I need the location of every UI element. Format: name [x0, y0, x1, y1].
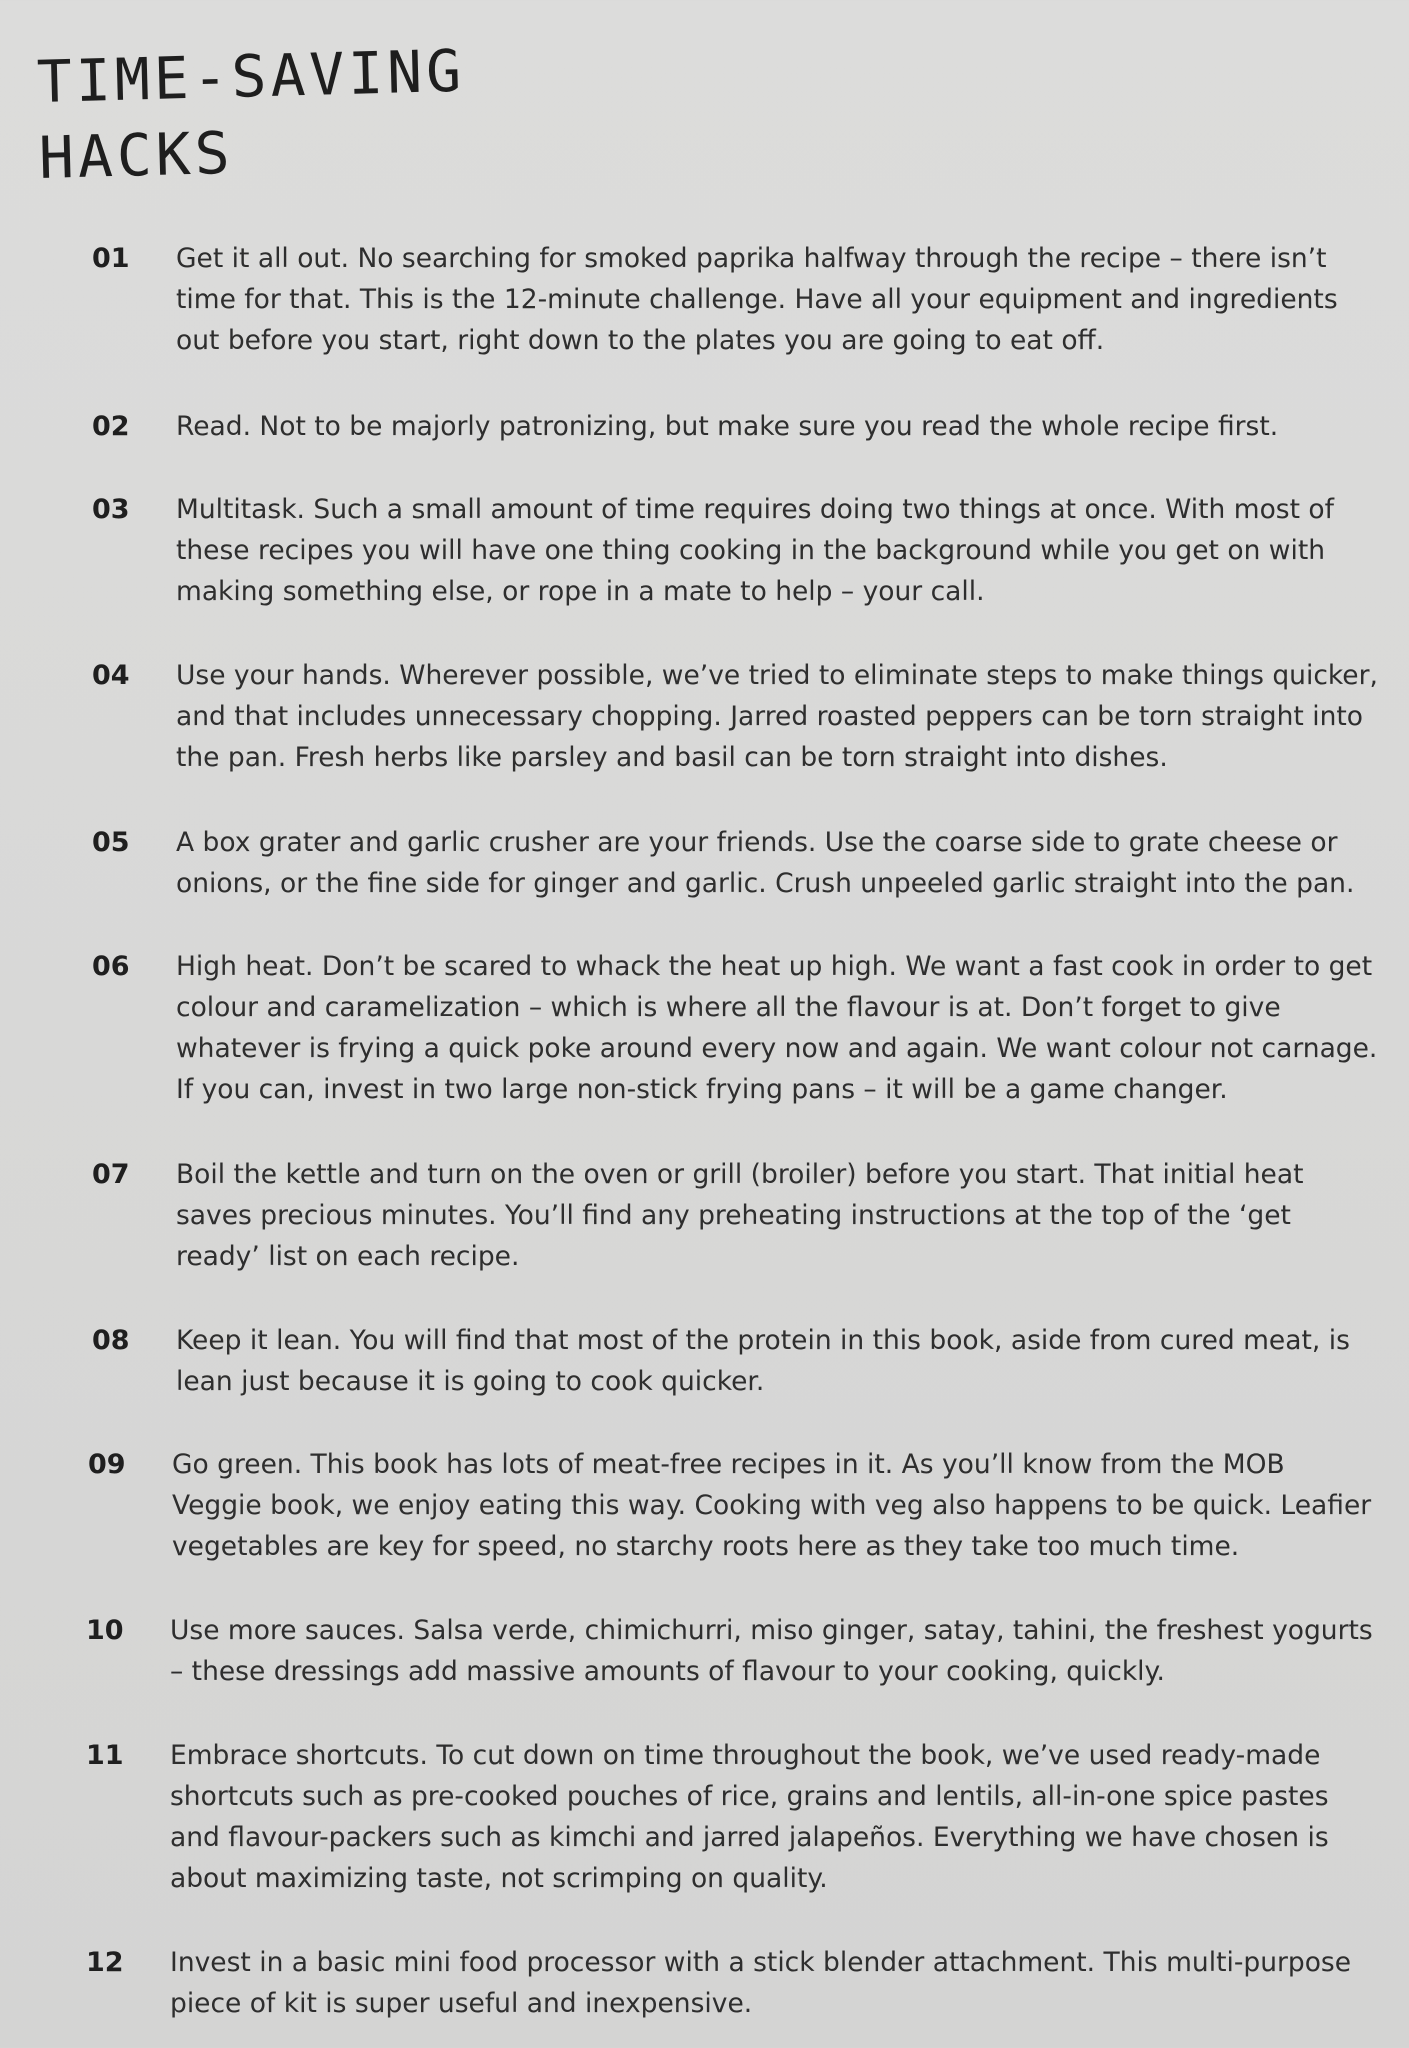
- hack-text: Read. Not to be majorly patronizing, but make sure you read the whole recipe first.: [176, 411, 1279, 442]
- hack-item-10: [86, 1610, 1406, 1692]
- hack-text: Invest in a basic mini food processor with a stick blender attachment. This multi-purpose piece of kit is super useful and inexpensive.: [170, 1947, 1352, 2019]
- hack-item-02: [92, 406, 1409, 447]
- hack-number: 08: [92, 1325, 130, 1356]
- hack-text: Keep it lean. You will find that most of the protein in this book, aside from cured meat, is lean just because it is going to cook quicker.: [176, 1325, 1350, 1397]
- hack-item-11: [86, 1735, 1406, 1899]
- hack-number: 01: [92, 243, 130, 274]
- hack-text: High heat. Don’t be scared to whack the heat up high. We want a fast cook in order to get colour and caramelization – which is where all the flavour is at. Don’t forget to give whatever is frying a quick poke around every now and again. We want colour not carnage. If you can, invest in two large non-stick frying pans – it will be a game changer.: [176, 951, 1378, 1105]
- hack-number: 05: [92, 827, 130, 858]
- hack-number: 03: [92, 494, 130, 525]
- hack-number: 12: [86, 1947, 124, 1978]
- hack-item-01: [92, 238, 1409, 361]
- hack-number: 11: [86, 1740, 124, 1771]
- hack-item-06: [92, 946, 1409, 1110]
- hack-item-05: [92, 822, 1409, 904]
- hack-text: Boil the kettle and turn on the oven or grill (broiler) before you start. That initial heat saves precious minutes. You’ll find any preheating instructions at the top of the ‘get ready’ list on each recipe.: [176, 1159, 1304, 1272]
- hack-text: Multitask. Such a small amount of time requires doing two things at once. With most of these recipes you will have one thing cooking in the background while you get on with making something else, or rope in a mate to help – your call.: [176, 494, 1334, 607]
- hack-item-03: [92, 489, 1409, 612]
- hack-number: 10: [86, 1615, 124, 1646]
- hack-item-09: [88, 1444, 1408, 1567]
- hack-text: Get it all out. No searching for smoked paprika halfway through the recipe – there isn’t time for that. This is the 12-minute challenge. Have all your equipment and ingredients out before you start, right down to the plates you are going to eat off.: [176, 243, 1338, 356]
- hack-text: Embrace shortcuts. To cut down on time throughout the book, we’ve used ready-made shortcuts such as pre-cooked pouches of rice, grains and lentils, all-in-one spice pastes and flavour-packers such as kimchi and jarred jalapeños. Everything we have chosen is about maximizing taste, not scrimping on quality.: [170, 1740, 1329, 1894]
- page-title-line-2: HACKS: [38, 118, 235, 192]
- hack-item-07: [92, 1154, 1409, 1277]
- hack-number: 04: [92, 660, 130, 691]
- page-title-line-1: TIME-SAVING: [36, 36, 466, 116]
- hack-number: 07: [92, 1159, 130, 1190]
- hack-number: 09: [88, 1449, 126, 1480]
- hack-number: 02: [92, 411, 130, 442]
- hack-number: 06: [92, 951, 130, 982]
- hack-item-12: [86, 1942, 1406, 2024]
- hack-text: A box grater and garlic crusher are your friends. Use the coarse side to grate cheese or onions, or the fine side for ginger and garlic. Crush unpeeled garlic straight into the pan.: [176, 827, 1355, 899]
- hack-item-04: [92, 655, 1409, 778]
- hack-text: Go green. This book has lots of meat-free recipes in it. As you’ll know from the MOB Veggie book, we enjoy eating this way. Cooking with veg also happens to be quick. Leafier vegetables are key for speed, no starchy roots here as they take too much time.: [172, 1449, 1372, 1562]
- hack-text: Use more sauces. Salsa verde, chimichurri, miso ginger, satay, tahini, the freshest yogurts – these dressings add massive amounts of flavour to your cooking, quickly.: [170, 1615, 1373, 1687]
- hack-item-08: [92, 1320, 1409, 1402]
- hack-text: Use your hands. Wherever possible, we’ve tried to eliminate steps to make things quicker, and that includes unnecessary chopping. Jarred roasted peppers can be torn straight into the pan. Fresh herbs like parsley and basil can be torn straight into dishes.: [176, 660, 1378, 773]
